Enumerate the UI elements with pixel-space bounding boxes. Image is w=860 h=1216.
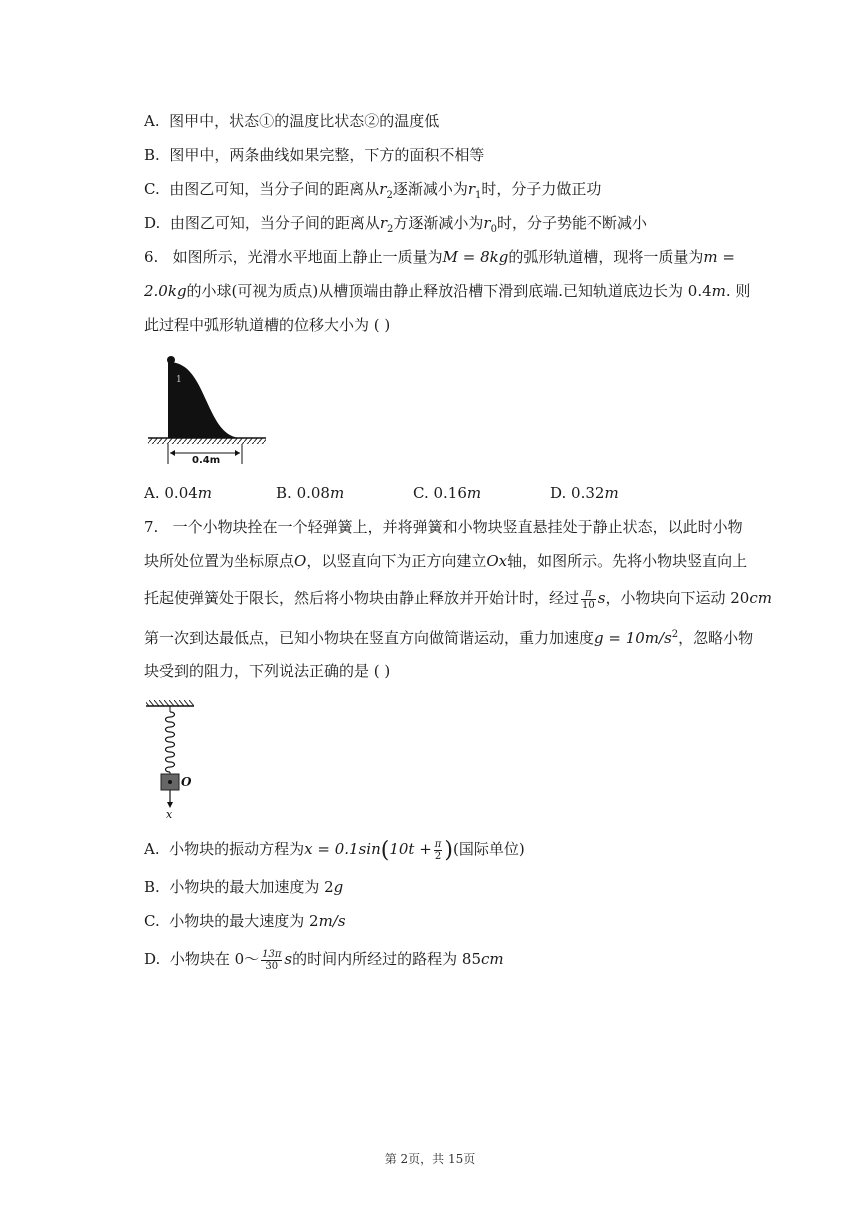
- base-length-label: 0.4m: [192, 455, 221, 466]
- q6-line-3: 此过程中弧形轨道槽的位移大小为 ( ): [144, 316, 391, 334]
- q6-line-2: 2.0kg的小球(可视为质点)从槽顶端由静止释放沿槽下滑到底端.已知轨道底边长为 0.4m. 则: [144, 282, 751, 300]
- q5-option-d: D. 由图乙可知，当分子间的距离从$r_2$方逐渐减小为$r_0$时，分子势能不断减小: [144, 214, 647, 235]
- q7-option-a: A. 小物块的振动方程为x = 0.1sin(10t + $\frac{\pi}{2}$ )(国际单位): [144, 838, 525, 863]
- q7-line-1: 7. 一个小物块拴在一个轻弹簧上，并将弹簧和小物块竖直悬挂处于静止状态，以此时小物: [144, 518, 743, 536]
- q5-option-b: B. 图甲中，两条曲线如果完整，下方的面积不相等: [144, 146, 485, 164]
- q7-spring-figure: [144, 700, 204, 820]
- q7-line-3: 托起使弹簧处于限长，然后将小物块由静止释放并开始计时，经过 $\frac{\pi}{10}$ s，小物块向下运动 20cm: [144, 587, 772, 611]
- q6-track-figure: [144, 352, 274, 467]
- spring-icon: [166, 712, 175, 772]
- q7-line-2: 块所处位置为坐标原点O，以竖直向下为正方向建立Ox轴，如图所示。先将小物块竖直向上: [144, 552, 748, 570]
- q5-option-c: C. 由图乙可知，当分子间的距离从$r_2$逐渐减小为$r_1$时，分子力做正功: [144, 180, 602, 201]
- q7-option-b: B. 小物块的最大加速度为 2g: [144, 878, 344, 896]
- ceiling-icon: [146, 700, 194, 706]
- q7-line-5: 块受到的阻力，下列说法正确的是 ( ): [144, 662, 391, 680]
- page-footer: 第 2页，共 15页: [384, 1152, 476, 1166]
- ball-icon: [167, 356, 175, 364]
- svg-text:1: 1: [176, 375, 182, 385]
- q7-option-c: C. 小物块的最大速度为 2m/s: [144, 912, 346, 930]
- q7-option-d: D. 小物块在 0～ $\frac{13\pi}{30}$ s的时间内所经过的路程为 85cm: [144, 948, 504, 972]
- svg-text:O: O: [181, 775, 192, 789]
- svg-text:x: x: [166, 808, 173, 820]
- q6-option-b: B. 0.08m: [276, 484, 345, 502]
- q6-option-d: D. 0.32m: [550, 484, 619, 502]
- q5-option-a: A. 图甲中，状态①的温度比状态②的温度低: [144, 112, 440, 130]
- q6-line-1: 6. 如图所示，光滑水平地面上静止一质量为M = 8kg的弧形轨道槽，现将一质量为m =: [144, 248, 735, 266]
- q6-option-a: A. 0.04m: [144, 484, 213, 502]
- q6-option-c: C. 0.16m: [413, 484, 482, 502]
- q7-line-4: 第一次到达最低点，已知小物块在竖直方向做简谐运动，重力加速度$g = 10m/s^2$，忽略小物: [144, 629, 754, 647]
